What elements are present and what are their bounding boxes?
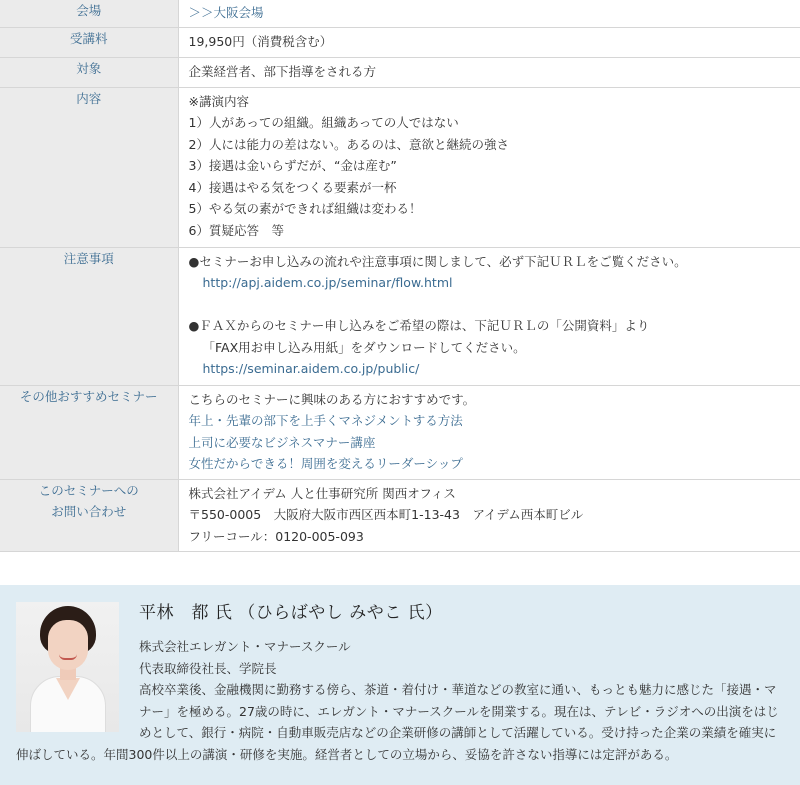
table-row [0,57,800,87]
table-row [0,247,800,385]
instructor-position: 代表取締役社長、学院長 [139,660,277,676]
recommend-link[interactable]: 年上・先輩の部下を上手くマネジメントする方法 [188,413,463,428]
instructor-bio: 高校卒業後、金融機関に勤務する傍ら、茶道・着付け・華道などの教室に通い、もっとも魅力に感じた「接遇・マナー」を極める。27歳の時に、エレガント・マナースクールを開業する。現在は、テレビ・ラジオへの出演をはじめとして、銀行・病院・自動車販売店などの企業研修の講師として活躍している。受け持った企業の業績を確実に伸ばしている。年間300件以上の講演・研修を実施。経営者としての立場から、妥協を許さない指導には定評がある。 [16,682,779,762]
instructor-name: 平林 都 氏 （ひらばやし みやこ 氏） [139,603,443,623]
recommend-link[interactable]: 上司に必要なビジネスマナー講座 [188,434,376,450]
table-row [0,87,800,247]
public-url-link[interactable]: https://seminar.aidem.co.jp/public/ [202,361,420,376]
table-row [0,385,800,479]
venue-label: 会場 [0,0,178,27]
content-line: 4）接遇はやる気をつくる要素が一杯 [188,179,397,195]
fee-label: 受講料 [0,27,178,57]
notes-label: 注意事項 [0,247,178,385]
content-line: ※講演内容 [188,93,249,109]
recommend-label: その他おすすめセミナー [0,385,178,479]
contact-label: このセミナーへの お問い合わせ [0,479,178,551]
recommend-link[interactable]: 女性だからできる！周囲を変えるリーダーシップ [188,456,463,471]
table-row [0,27,800,57]
content-line: 5）やる気の素ができれば組織は変わる！ [188,201,422,216]
notes-line: ●セミナーお申し込みの流れや注意事項に関しまして、必ず下記ＵＲＬをご覧ください。 [188,253,687,269]
recommend-intro: こちらのセミナーに興味のある方におすすめです。 [188,391,476,407]
contact-line: 〒550-0005 大阪府大阪市西区西本町1-13-43 アイデム西本町ビル [188,507,584,522]
content-label: 内容 [0,87,178,247]
fee-value: 19,950円（消費税含む） [188,34,333,50]
content-line: 3）接遇は金いらずだが、“金は産む” [188,158,397,173]
table-row [0,479,800,551]
target-value: 企業経営者、部下指導をされる方 [188,64,377,80]
instructor-profile [0,585,800,785]
notes-line: 「FAX用お申し込み用紙」をダウンロードしてください。 [202,339,526,355]
instructor-company: 株式会社エレガント・マナースクール [139,639,351,654]
contact-line: フリーコール：0120-005-093 [188,528,364,544]
content-line: 6）質疑応答 等 [188,222,284,238]
flow-url-link[interactable]: http://apj.aidem.co.jp/seminar/flow.html [202,275,453,290]
venue-link[interactable]: ＞＞大阪会場 [188,5,264,20]
instructor-photo [16,602,119,732]
content-line: 2）人には能力の差はない。あるのは、意欲と継続の強さ [188,136,509,152]
target-label: 対象 [0,57,178,87]
notes-line: ●ＦＡＸからのセミナー申し込みをご希望の際は、下記ＵＲＬの「公開資料」より [188,318,650,333]
table-row [0,0,800,27]
contact-line: 株式会社アイデム 人と仕事研究所 関西オフィス [188,485,456,501]
content-line: 1）人があっての組織。組織あっての人ではない [188,115,459,130]
